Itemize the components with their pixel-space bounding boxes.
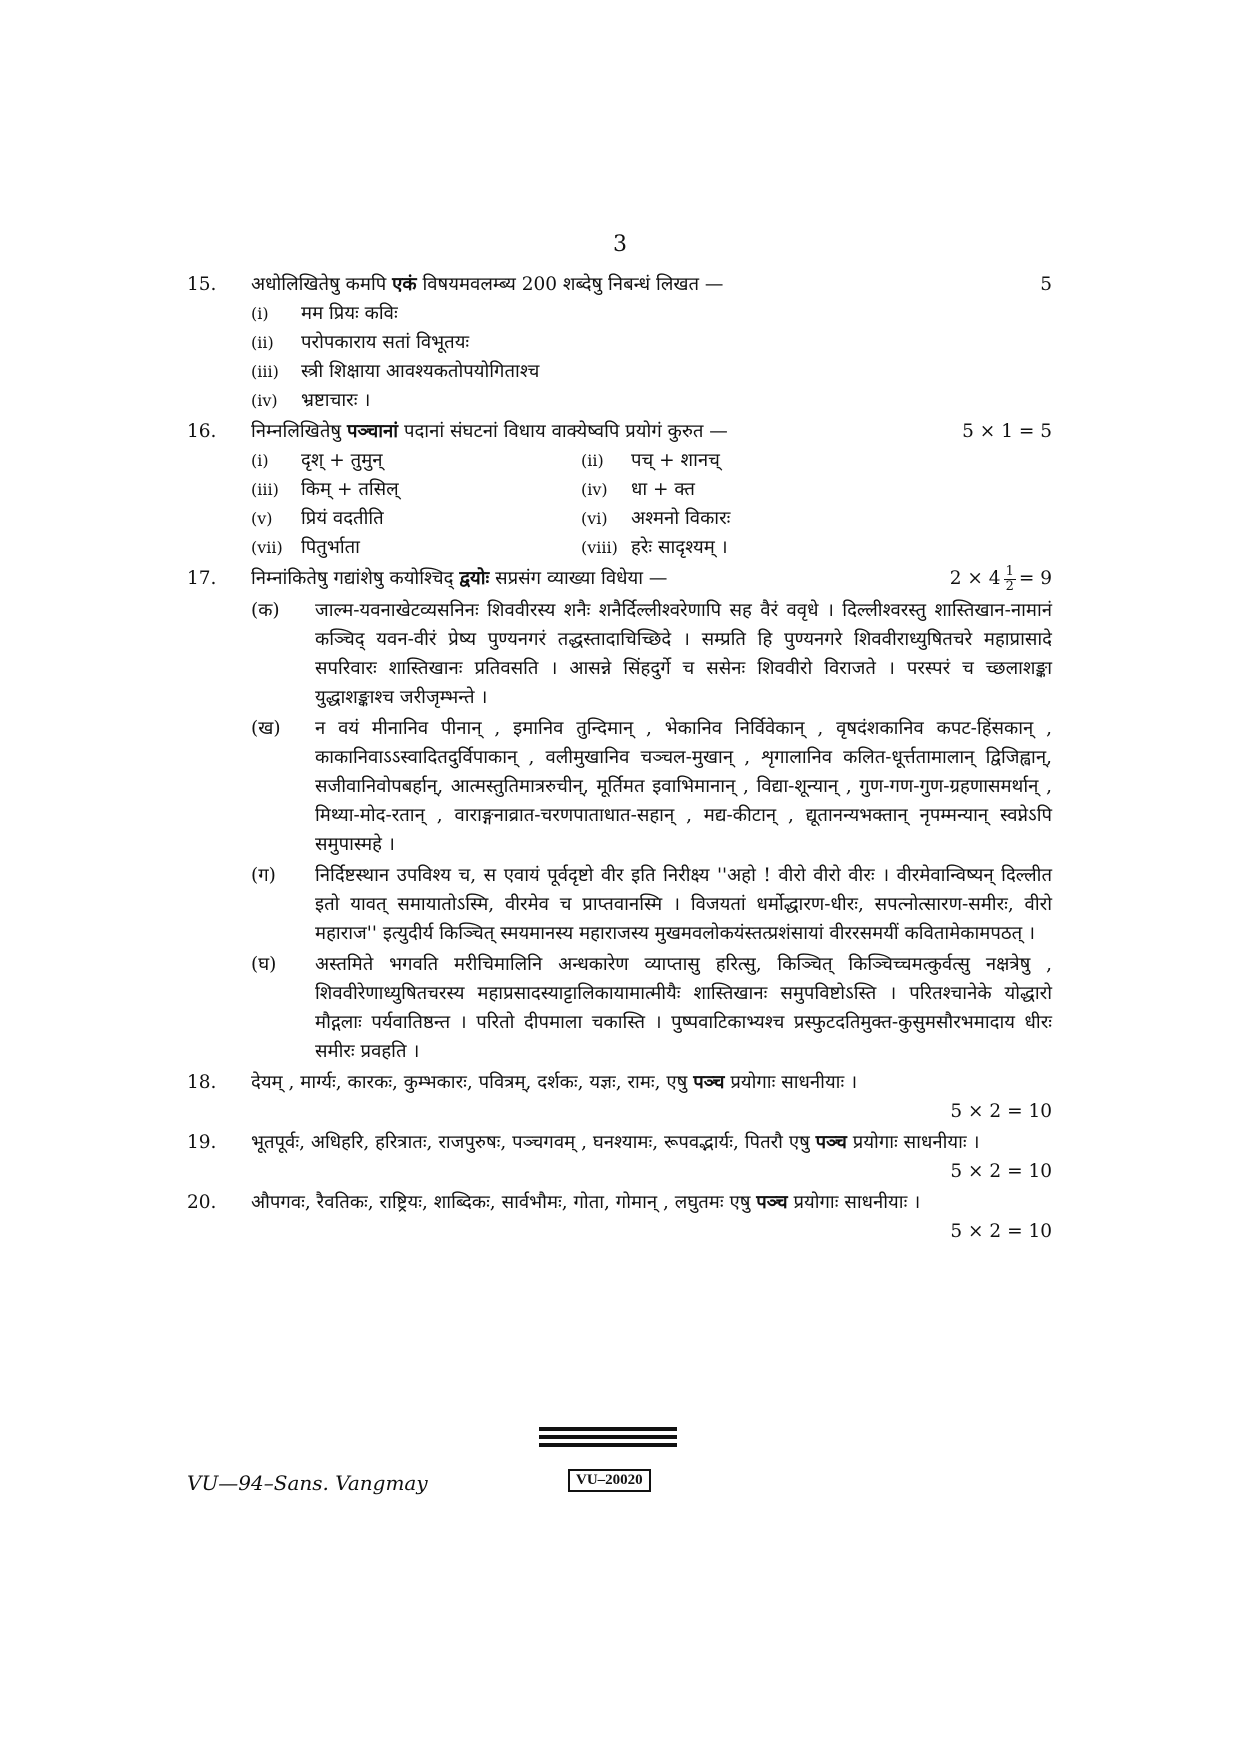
question-15 bbox=[187, 270, 1052, 415]
passage-ga: (ग) निर्दिष्टस्थान उपविश्य च, स एवायं पूर्वदृष्टो वीर इति निरीक्ष्य ''अहो ! वीरो वीरो वीरः । वीरमेवान्विष्यन् दिल्लीत इतो यावत् समायातोऽस्मि, वीरमेव च प्राप्तवानस्मि । विजयतां धर्मोद्धारण-धीरः, सपत्नोत्सारण-समीरः, वीरो महाराज'' इत्युदीर्य किञ्चित् स्मयमानस्य महाराजस्य मुखमवलोकयंस्तत्प्रशंसायां वीररसमयीं कवितामेकामपठत् । bbox=[251, 864, 1052, 944]
option-item: (vii) पितुर्भाता bbox=[251, 537, 360, 558]
question-text: निम्नलिखितेषु पञ्चानां पदानां संघटनां विधाय वाक्येष्वपि प्रयोगं कुरुत — bbox=[251, 421, 728, 442]
question-text: देयम् , मार्ग्यः, कारकः, कुम्भकारः, पवित्रम्, दर्शकः, यज्ञः, रामः, एषु पञ्च प्रयोगाः साधनीयाः । bbox=[251, 1071, 858, 1093]
option-item: (iv) धा + क्त bbox=[581, 479, 695, 500]
question-16 bbox=[187, 417, 1052, 562]
paper-code: VU–20020 bbox=[568, 1469, 651, 1492]
questions bbox=[187, 270, 1052, 1248]
question-text: भूतपूर्वः, अधिहरि, हरित्रातः, राजपुरुषः, पञ्चगवम् , घनश्यामः, रूपवद्भार्यः, पितरौ एषु पञ्च प्रयोगाः साधनीयाः । bbox=[251, 1131, 980, 1153]
marks: 5 × 2 = 10 bbox=[950, 1100, 1052, 1122]
question-number: 20. bbox=[187, 1191, 217, 1213]
marks: 5 bbox=[1040, 274, 1052, 295]
option-item: (iii) स्त्री शिक्षाया आवश्यकतोपयोगिताश्च bbox=[251, 361, 540, 382]
fraction: $\frac{1}{2}$ bbox=[1005, 563, 1014, 594]
question-18 bbox=[187, 1068, 1052, 1126]
question-text: औपगवः, रैवतिकः, राष्ट्रियः, शाब्दिकः, सार्वभौमः, गोता, गोमान् , लघुतमः एषु पञ्च प्रयोगाः साधनीयाः । bbox=[251, 1191, 921, 1213]
marks: 5 × 2 = 10 bbox=[950, 1160, 1052, 1182]
question-text: निम्नांकितेषु गद्यांशेषु कयोश्चिद् द्वयोः सप्रसंग व्याख्या विधेया — bbox=[251, 568, 668, 589]
option-item: (ii) पच् + शानच् bbox=[581, 450, 720, 471]
option-item: (viii) हरेः सादृश्यम् । bbox=[581, 537, 728, 558]
page-number: 3 bbox=[613, 232, 627, 257]
question-number: 15. bbox=[187, 274, 217, 295]
end-rule-middle bbox=[539, 1435, 677, 1439]
option-item: (i) मम प्रियः कविः bbox=[251, 303, 398, 324]
option-item: (ii) परोपकाराय सतां विभूतयः bbox=[251, 332, 470, 353]
option-item: (vi) अश्मनो विकारः bbox=[581, 508, 731, 529]
question-number: 18. bbox=[187, 1071, 217, 1093]
option-item: (iii) किम् + तसिल् bbox=[251, 479, 399, 500]
marks: 5 × 2 = 10 bbox=[950, 1220, 1052, 1242]
question-number: 17. bbox=[187, 568, 217, 589]
marks: 2 × 4 $\frac{1}{2}$ = 9 bbox=[949, 563, 1052, 594]
option-item: (iv) भ्रष्टाचारः । bbox=[251, 390, 371, 411]
question-number: 19. bbox=[187, 1131, 217, 1153]
question-17 bbox=[187, 564, 1052, 1066]
passage-ka: (क) जाल्म-यवनाखेटव्यसनिनः शिववीरस्य शनैः शनैर्दिल्लीश्वरेणापि सह वैरं ववृधे । दिल्लीश्वरस्तु शास्तिखान-नामानं कञ्चिद् यवन-वीरं प्रेष्य पुण्यनगरं तद्धस्तादाचिच्छिदे । सम्प्रति हि पुण्यनगरे शिववीराध्युषितचरे महाप्रासादे सपरिवारः शास्तिखानः प्रतिवसति । आसन्ने सिंहदुर्गे च ससेनः शिववीरो विराजते । परस्परं च च्छलाशङ्का युद्धाशङ्काश्च जरीजृम्भन्ते । bbox=[251, 599, 1052, 708]
end-rule-bottom bbox=[539, 1443, 677, 1447]
passage-gha: (घ) अस्तमिते भगवति मरीचिमालिनि अन्धकारेण व्याप्तासु हरित्सु, किञ्चित् किञ्चिच्चमत्कुर्वत्सु नक्षत्रेषु , शिववीरेणाध्युषितचरस्य महाप्रसादस्याट्टालिकायामात्मीयैः शास्तिखानः समुपविष्टोऽस्ति । परितश्चानेके योद्धारो मौद्गलाः पर्यवातिष्ठन्त । परितो दीपमाला चकास्ति । पुष्पवाटिकाभ्यश्च प्रस्फुटदतिमुक्त-कुसुमसौरभमादाय धीरः समीरः प्रवहति । bbox=[251, 953, 1052, 1062]
option-item: (v) प्रियं वदतीति bbox=[251, 508, 384, 529]
question-20 bbox=[187, 1188, 1052, 1246]
marks: 5 × 1 = 5 bbox=[962, 421, 1052, 442]
passage-kha: (ख) न वयं मीनानिव पीनान् , इमानिव तुन्दिमान् , भेकानिव निर्विवेकान् , वृषदंशकानिव कपट-हिंसकान् , काकानिवाऽऽस्वादितदुर्विपाकान् , वलीमुखानिव चञ्चल-मुखान् , शृगालानिव कलित-धूर्त्ततामालान् द्विजिह्वान्, सजीवानिवोपबर्हान्, आत्मस्तुतिमात्ररुचीन्, मूर्तिमत इवाभिमानान् , विद्या-शून्यान् , गुण-गण-गुण-ग्रहणासमर्थान् , मिथ्या-मोद-रतान् , वाराङ्गनाव्रात-चरणपाताधात-सहान् , मद्य-कीटान् , द्यूतानन्यभक्तान् नृपम्मन्यान् स्वप्नेऽपि समुपास्महे । bbox=[251, 717, 1052, 855]
paper-title: VU—94–Sans. Vangmay bbox=[187, 1471, 428, 1495]
question-text: अधोलिखितेषु कमपि एकं विषयमवलम्ब्य 200 शब्देषु निबन्धं लिखत — bbox=[251, 274, 724, 295]
question-19 bbox=[187, 1128, 1052, 1186]
option-item: (i) दृश् + तुमुन् bbox=[251, 450, 383, 471]
question-number: 16. bbox=[187, 421, 217, 442]
end-rule-top bbox=[539, 1427, 677, 1431]
